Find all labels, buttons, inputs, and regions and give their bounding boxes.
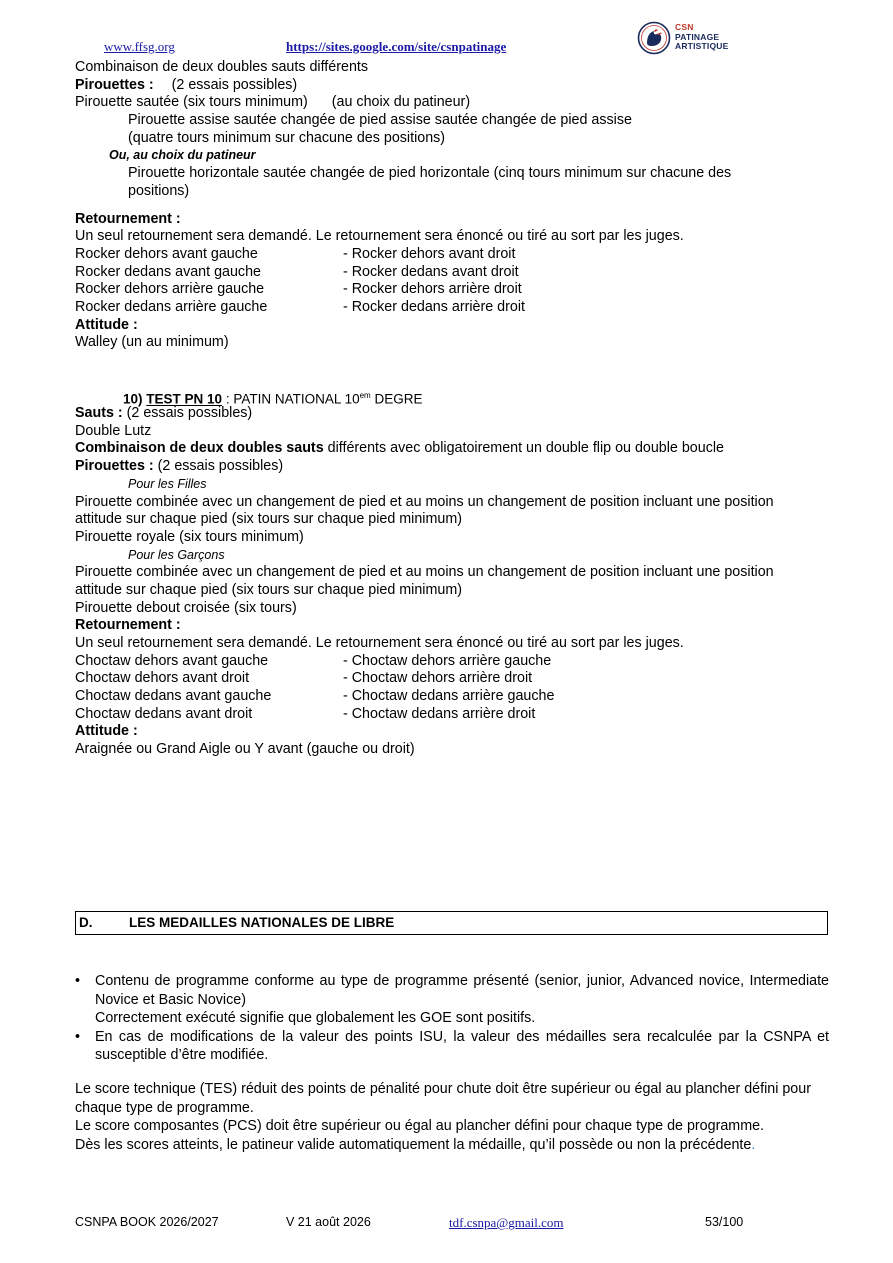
turn-right: - Choctaw dehors arrière gauche (343, 652, 552, 669)
validation-period: . (751, 1136, 756, 1153)
turn-row (75, 264, 835, 282)
footer-page-number: 53/100 (705, 1215, 744, 1229)
attitude-label-2: Attitude : (75, 723, 138, 740)
retournement-text: Un seul retournement sera demandé. Le retournement sera énoncé ou tiré au sort par les juges. (75, 228, 684, 245)
csnpatinage-link[interactable]: https://sites.google.com/site/csnpatinage (286, 39, 507, 54)
combinaison-line (75, 440, 835, 458)
turn-row (75, 653, 835, 671)
combinaison-rest: différents avec obligatoirement un double flip ou double boucle (323, 440, 724, 457)
turn-right: - Rocker dedans avant droit (343, 263, 519, 280)
turn-right: - Rocker dedans arrière droit (343, 298, 525, 315)
turn-row (75, 299, 835, 317)
logo-line-artistique: ARTISTIQUE (675, 41, 729, 51)
turn-right: - Rocker dehors arrière droit (343, 281, 522, 298)
assise-line: Pirouette assise sautée changée de pied assise sautée changée de pied assise (128, 112, 632, 129)
positions-line: positions) (128, 182, 190, 199)
bullet-text: Contenu de programme conforme au type de programme présenté (senior, junior, Advanced novice, Intermediate Novice et Basic Novice) (95, 973, 829, 1008)
turn-left: Rocker dehors avant gauche (75, 245, 258, 262)
rooster-emblem-icon (637, 21, 671, 55)
bullet-item (75, 972, 829, 1009)
validation-paragraph (75, 1136, 835, 1155)
attitude-text: Walley (un au minimum) (75, 334, 229, 351)
turn-left: Rocker dehors arrière gauche (75, 281, 265, 298)
turn-left: Choctaw dehors avant droit (75, 670, 250, 687)
turn-right: - Rocker dehors avant droit (343, 245, 516, 262)
closing-paragraphs (75, 1080, 835, 1154)
filles-label: Pour les Filles (128, 476, 207, 491)
ffsg-link[interactable]: www.ffsg.org (104, 39, 175, 54)
turn-right: - Choctaw dedans arrière gauche (343, 688, 555, 705)
sauts-label: Sauts : (75, 405, 123, 422)
garcons-line-3: Pirouette debout croisée (six tours) (75, 599, 297, 616)
test-name: TEST PN 10 (146, 391, 223, 407)
quatre-tours-line: (quatre tours minimum sur chacune des positions) (128, 129, 446, 146)
pirouette-sautee-text: Pirouette sautée (six tours minimum) (75, 94, 308, 111)
footer-email-link[interactable]: tdf.csnpa@gmail.com (449, 1215, 564, 1230)
horizontale-line: Pirouette horizontale sautée changée de pied horizontale (cinq tours minimum sur chacune des (128, 165, 732, 182)
combinaison-bold: Combinaison de deux doubles sauts (75, 440, 324, 457)
garcons-line-1: Pirouette combinée avec un changement de pied et au moins un changement de position incluant une position (75, 564, 774, 581)
bullet-item (75, 1028, 829, 1065)
section-letter: D. (79, 915, 93, 930)
choix-patineur-text: (au choix du patineur) (331, 94, 471, 111)
garcons-line-2: attitude sur chaque pied (six tours sur chaque pied minimum) (75, 581, 463, 598)
attitude-text-2: Araignée ou Grand Aigle ou Y avant (gauche ou droit) (75, 741, 415, 758)
footer-book: CSNPA BOOK 2026/2027 (75, 1215, 219, 1229)
filles-line-2: attitude sur chaque pied (six tours sur chaque pied minimum) (75, 511, 463, 528)
sauts-rest: (2 essais possibles) (122, 405, 253, 422)
footer-version: V 21 août 2026 (286, 1215, 371, 1229)
section-title: LES MEDAILLES NATIONALES DE LIBRE (129, 915, 395, 930)
logo-line-csn: CSN (675, 22, 694, 32)
tes-paragraph: Le score technique (TES) réduit des points de pénalité pour chute doit être supérieur ou égal au plancher défini pour chaque type de programme. (75, 1081, 811, 1116)
turn-left: Choctaw dehors avant gauche (75, 652, 269, 669)
pirouettes-line-2 (75, 458, 835, 476)
attitude-label: Attitude : (75, 316, 138, 333)
turn-left: Rocker dedans avant gauche (75, 263, 261, 280)
section-heading-box (75, 911, 828, 935)
bullet-list (75, 972, 829, 1065)
turn-left: Rocker dedans arrière gauche (75, 298, 268, 315)
validation-text: Dès les scores atteints, le patineur valide automatiquement la médaille, qu’il possède ou non la précédente (75, 1136, 752, 1153)
turn-row (75, 688, 835, 706)
combo-line: Combinaison de deux doubles sauts différents (75, 59, 369, 75)
turn-right: - Choctaw dehors arrière droit (343, 670, 533, 687)
turn-row (75, 281, 835, 299)
pirouettes-label: Pirouettes : (75, 76, 154, 93)
turn-row (75, 670, 835, 688)
bullet-text: En cas de modifications de la valeur des points ISU, la valeur des médailles sera recalculée par la CSNPA et susceptible d’être modifiée. (95, 1028, 829, 1064)
test-sup: em (359, 391, 371, 401)
double-lutz-line: Double Lutz (75, 422, 152, 439)
retournement-text-2: Un seul retournement sera demandé. Le retournement sera énoncé ou tiré au sort par les juges. (75, 635, 684, 651)
sauts-line (75, 405, 835, 423)
bullet-continuation: Correctement exécuté signifie que globalement les GOE sont positifs. (95, 1010, 536, 1027)
pirouettes-rest-2: (2 essais possibles) (153, 458, 284, 475)
filles-line-3: Pirouette royale (six tours minimum) (75, 528, 304, 545)
turn-right: - Choctaw dedans arrière droit (343, 705, 536, 722)
pirouettes-line (75, 77, 835, 95)
test-degre: DEGRE (370, 391, 423, 407)
pirouettes-label-2: Pirouettes : (75, 458, 154, 475)
retournement-label-2: Retournement : (75, 617, 181, 634)
turn-left: Choctaw dedans avant droit (75, 705, 253, 722)
retournement-label: Retournement : (75, 210, 181, 227)
test-rest: : PATIN NATIONAL 10 (225, 391, 360, 407)
pcs-paragraph: Le score composantes (PCS) doit être supérieur ou égal au plancher défini pour chaque type de programme. (75, 1118, 765, 1135)
bullet-dot-icon: • (75, 1028, 81, 1045)
turn-left: Choctaw dedans avant gauche (75, 688, 272, 705)
bullet-dot-icon: • (75, 973, 81, 989)
logo-text (675, 23, 728, 52)
turn-row (75, 706, 835, 724)
main-body (75, 59, 835, 759)
logo-line-patinage: PATINAGE (675, 31, 720, 42)
test-pn10-title (75, 387, 835, 405)
pirouette-sautee-line (75, 94, 835, 112)
garcons-label: Pour les Garçons (128, 547, 225, 562)
test-number: 10) (123, 391, 143, 407)
turn-row (75, 246, 835, 264)
pirouettes-rest: (2 essais possibles) (171, 76, 298, 93)
filles-line-1: Pirouette combinée avec un changement de pied et au moins un changement de position incluant une position (75, 493, 774, 510)
ou-choix-line: Ou, au choix du patineur (109, 148, 256, 163)
csn-logo (637, 21, 747, 55)
